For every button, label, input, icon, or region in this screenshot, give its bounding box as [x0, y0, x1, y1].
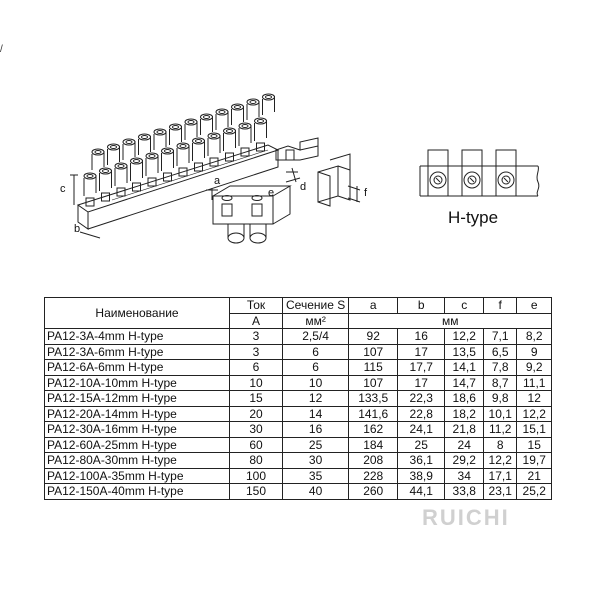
table-row	[45, 484, 552, 500]
cell-current: 6	[230, 360, 283, 376]
table-row	[45, 422, 552, 438]
dim-label-e: e	[268, 187, 275, 199]
cell-c: 29,2	[445, 453, 484, 469]
cell-e: 15	[517, 437, 552, 453]
cell-a: 141,6	[349, 406, 398, 422]
cell-name: PA12-6A-6mm H-type	[45, 360, 230, 376]
cell-e: 12,2	[517, 406, 552, 422]
cell-current: 3	[230, 344, 283, 360]
cell-a: 228	[349, 468, 398, 484]
cell-a: 184	[349, 437, 398, 453]
cell-c: 24	[445, 437, 484, 453]
cell-name: PA12-60A-25mm H-type	[45, 437, 230, 453]
table-row	[45, 375, 552, 391]
cell-b: 25	[398, 437, 445, 453]
dim-label-f: f	[364, 187, 368, 199]
cell-b: 38,9	[398, 468, 445, 484]
cell-current: 150	[230, 484, 283, 500]
cell-f: 7,8	[484, 360, 517, 376]
cell-name: PA12-150A-40mm H-type	[45, 484, 230, 500]
header-current: Ток	[230, 298, 283, 314]
cell-c: 34	[445, 468, 484, 484]
header-row	[45, 298, 552, 314]
cell-name: PA12-30A-16mm H-type	[45, 422, 230, 438]
dim-label-a: a	[214, 175, 221, 187]
header-c: c	[445, 298, 484, 314]
cell-a: 260	[349, 484, 398, 500]
cell-name: PA12-3A-4mm H-type	[45, 329, 230, 345]
table-row	[45, 437, 552, 453]
cell-section: 16	[283, 422, 349, 438]
cell-e: 15,1	[517, 422, 552, 438]
cell-f: 12,2	[484, 453, 517, 469]
htype-label: H-type	[448, 208, 499, 227]
cell-e: 9	[517, 344, 552, 360]
dim-label-c: c	[60, 183, 66, 195]
cell-b: 17	[398, 344, 445, 360]
cell-f: 7,1	[484, 329, 517, 345]
cell-a: 107	[349, 375, 398, 391]
header-b: b	[398, 298, 445, 314]
cell-b: 44,1	[398, 484, 445, 500]
cell-e: 8,2	[517, 329, 552, 345]
cell-c: 13,5	[445, 344, 484, 360]
cell-section: 25	[283, 437, 349, 453]
cell-f: 10,1	[484, 406, 517, 422]
cell-f: 11,2	[484, 422, 517, 438]
header-section: Сечение S	[283, 298, 349, 314]
cell-name: PA12-15A-12mm H-type	[45, 391, 230, 407]
cell-section: 35	[283, 468, 349, 484]
cell-e: 19,7	[517, 453, 552, 469]
cell-b: 17,7	[398, 360, 445, 376]
cell-current: 60	[230, 437, 283, 453]
cell-a: 92	[349, 329, 398, 345]
cell-f: 6,5	[484, 344, 517, 360]
cell-c: 21,8	[445, 422, 484, 438]
terminal-strip	[84, 94, 275, 206]
dim-label-b: b	[74, 223, 81, 235]
cell-f: 8	[484, 437, 517, 453]
cell-current: 30	[230, 422, 283, 438]
cell-name: PA12-10A-10mm H-type	[45, 375, 230, 391]
unit-current: A	[230, 313, 283, 329]
table-row	[45, 329, 552, 345]
cell-section: 12	[283, 391, 349, 407]
cell-e: 25,2	[517, 484, 552, 500]
cell-f: 17,1	[484, 468, 517, 484]
cell-a: 162	[349, 422, 398, 438]
terminal-block-drawing	[0, 0, 600, 290]
cell-section: 6	[283, 360, 349, 376]
header-e: e	[517, 298, 552, 314]
cell-c: 12,2	[445, 329, 484, 345]
cell-current: 100	[230, 468, 283, 484]
table-row	[45, 453, 552, 469]
cell-current: 20	[230, 406, 283, 422]
cell-name: PA12-80A-30mm H-type	[45, 453, 230, 469]
cell-b: 36,1	[398, 453, 445, 469]
cell-f: 8,7	[484, 375, 517, 391]
cell-section: 10	[283, 375, 349, 391]
cell-section: 14	[283, 406, 349, 422]
cell-b: 17	[398, 375, 445, 391]
cell-e: 21	[517, 468, 552, 484]
table-row	[45, 406, 552, 422]
unit-section: мм²	[283, 313, 349, 329]
cell-a: 208	[349, 453, 398, 469]
header-f: f	[484, 298, 517, 314]
cell-section: 40	[283, 484, 349, 500]
cell-b: 24,1	[398, 422, 445, 438]
cell-a: 115	[349, 360, 398, 376]
cell-section: 2,5/4	[283, 329, 349, 345]
header-name: Наименование	[45, 298, 230, 329]
cell-current: 10	[230, 375, 283, 391]
cell-current: 15	[230, 391, 283, 407]
cell-name: PA12-20A-14mm H-type	[45, 406, 230, 422]
table-row	[45, 468, 552, 484]
cell-section: 6	[283, 344, 349, 360]
cell-c: 18,6	[445, 391, 484, 407]
unit-dims: мм	[349, 313, 552, 329]
cell-name: PA12-100A-35mm H-type	[45, 468, 230, 484]
table-row	[45, 344, 552, 360]
spec-table	[44, 297, 552, 500]
header-a: a	[349, 298, 398, 314]
cell-b: 22,3	[398, 391, 445, 407]
cell-b: 16	[398, 329, 445, 345]
corner-mark: /	[0, 44, 3, 55]
cell-name: PA12-3A-6mm H-type	[45, 344, 230, 360]
dim-label-d: d	[300, 181, 307, 193]
cell-b: 22,8	[398, 406, 445, 422]
cell-e: 12	[517, 391, 552, 407]
cell-f: 23,1	[484, 484, 517, 500]
cell-c: 33,8	[445, 484, 484, 500]
spec-table-body	[45, 329, 552, 500]
table-row	[45, 391, 552, 407]
table-row	[45, 360, 552, 376]
watermark: RUICHI	[422, 505, 510, 530]
cell-current: 80	[230, 453, 283, 469]
cell-a: 133,5	[349, 391, 398, 407]
cell-c: 14,7	[445, 375, 484, 391]
cell-f: 9,8	[484, 391, 517, 407]
cell-c: 14,1	[445, 360, 484, 376]
cell-a: 107	[349, 344, 398, 360]
cell-c: 18,2	[445, 406, 484, 422]
cell-e: 9,2	[517, 360, 552, 376]
cell-current: 3	[230, 329, 283, 345]
cell-section: 30	[283, 453, 349, 469]
cell-e: 11,1	[517, 375, 552, 391]
